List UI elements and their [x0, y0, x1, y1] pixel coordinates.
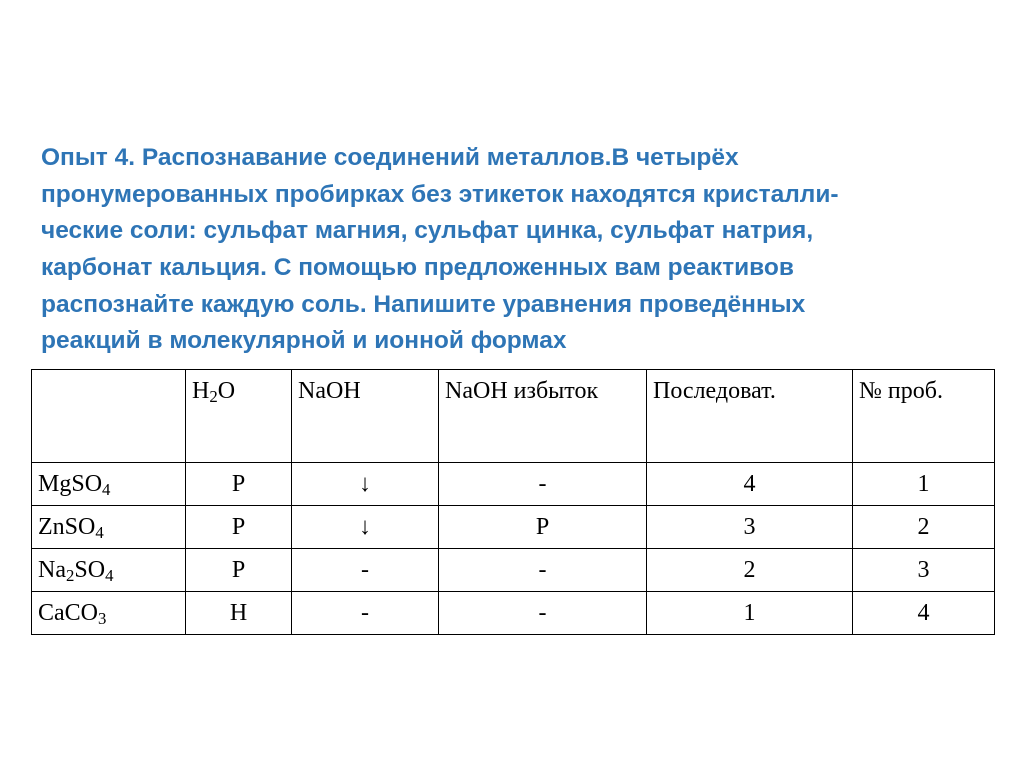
salt-formula-cell: [32, 549, 186, 592]
header-h2o: [186, 370, 292, 463]
task-heading: [41, 140, 981, 360]
formula-subscript: 3: [98, 609, 107, 629]
header-naoh-excess: NaOH избыток: [439, 370, 647, 463]
sequence-cell: 4: [647, 463, 853, 506]
naoh-result-cell: -: [292, 549, 439, 592]
salt-formula-cell: [32, 592, 186, 635]
sequence-cell: 3: [647, 506, 853, 549]
naoh-excess-result-cell: -: [439, 549, 647, 592]
tube-number-cell: 4: [853, 592, 995, 635]
heading-line: пронумерованных пробирках без этикеток находятся кристалли-: [41, 180, 839, 208]
formula-text: ZnSO: [38, 514, 96, 540]
header-tube-number: № проб.: [853, 370, 995, 463]
formula-text: CaCO: [38, 600, 98, 626]
table-row: [32, 506, 995, 549]
tube-number-cell: 1: [853, 463, 995, 506]
formula-text: MgSO: [38, 471, 103, 497]
table-row: [32, 592, 995, 635]
header-naoh: NaOH: [292, 370, 439, 463]
h2o-result-cell: Н: [186, 592, 292, 635]
table-body: [32, 370, 995, 635]
heading-line: распознайте каждую соль. Напишите уравнения проведённых: [41, 290, 806, 318]
sequence-cell: 2: [647, 549, 853, 592]
heading-line: Опыт 4. Распознавание соединений металлов.В четырёх: [41, 144, 739, 171]
formula-text: Na: [38, 557, 66, 583]
formula-text: SO: [74, 557, 106, 583]
salt-formula-cell: [32, 506, 186, 549]
table-row: [32, 463, 995, 506]
naoh-result-cell: ↓: [292, 463, 439, 506]
heading-line: ческие соли: сульфат магния, сульфат цинка, сульфат натрия,: [41, 217, 814, 245]
naoh-result-cell: -: [292, 592, 439, 635]
h2o-rest: O: [217, 378, 236, 404]
naoh-excess-result-cell: -: [439, 463, 647, 506]
h2o-result-cell: Р: [186, 506, 292, 549]
h2o-result-cell: Р: [186, 549, 292, 592]
sequence-cell: 1: [647, 592, 853, 635]
heading-line: реакций в молекулярной и ионной формах: [41, 327, 567, 355]
header-corner-cell: [32, 370, 186, 463]
h2o-result-cell: Р: [186, 463, 292, 506]
naoh-excess-result-cell: Р: [439, 506, 647, 549]
salt-formula-cell: [32, 463, 186, 506]
naoh-result-cell: ↓: [292, 506, 439, 549]
heading-line: карбонат кальция. С помощью предложенных вам реактивов: [41, 254, 794, 282]
header-sequence: Последоват.: [647, 370, 853, 463]
tube-number-cell: 3: [853, 549, 995, 592]
results-table: [31, 369, 995, 635]
formula-subscript: 2: [65, 566, 75, 586]
formula-subscript: 4: [105, 566, 114, 586]
table-row: [32, 549, 995, 592]
h2o-subscript: 2: [209, 387, 218, 407]
formula-subscript: 4: [95, 523, 104, 543]
header-row: [32, 370, 995, 463]
formula-subscript: 4: [102, 480, 111, 500]
naoh-excess-result-cell: -: [439, 592, 647, 635]
tube-number-cell: 2: [853, 506, 995, 549]
h2o-base: H: [192, 378, 210, 404]
